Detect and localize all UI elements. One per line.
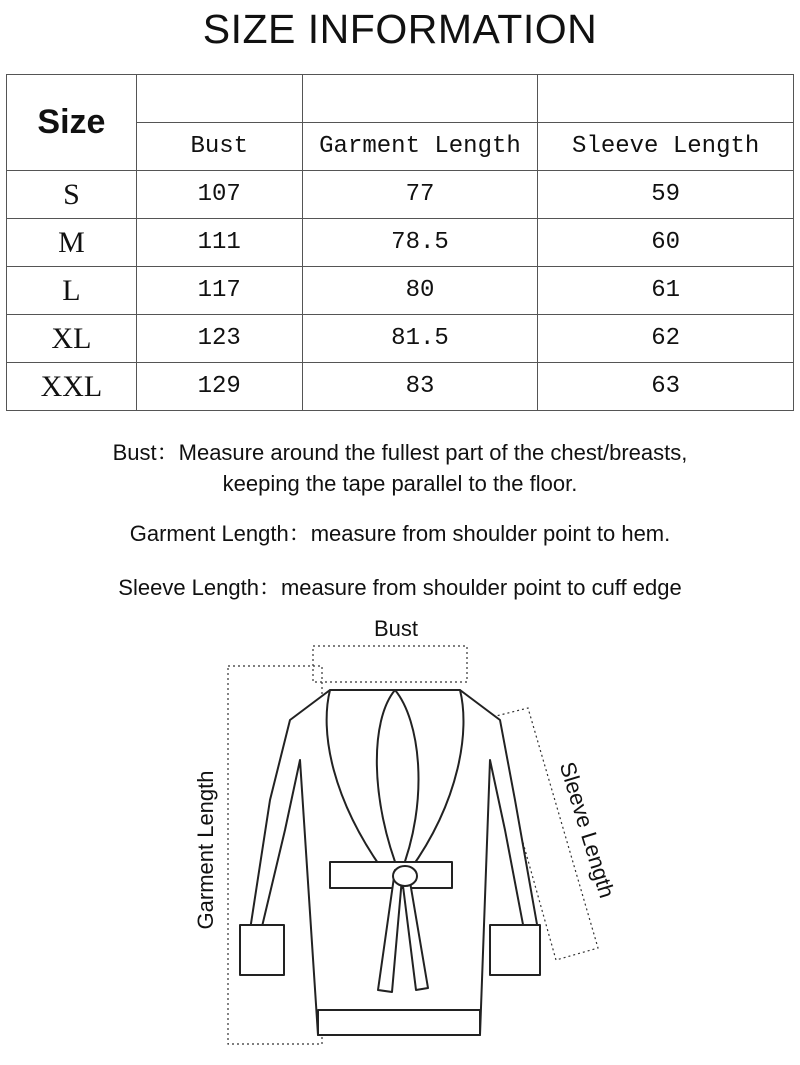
sleeve-length-cell: 62 bbox=[538, 315, 794, 363]
garment-length-cell: 77 bbox=[302, 171, 538, 219]
garment-length-cell: 78.5 bbox=[302, 219, 538, 267]
size-cell: L bbox=[7, 267, 137, 315]
garment-length-cell: 83 bbox=[302, 363, 538, 411]
size-cell: S bbox=[7, 171, 137, 219]
coat-icon bbox=[240, 690, 540, 1035]
sleeve-note: Sleeve Length：measure from shoulder point to cuff edge bbox=[118, 575, 682, 600]
bust-cell: 111 bbox=[136, 219, 302, 267]
sleeve-length-label: Sleeve Length bbox=[554, 758, 620, 901]
garment-length-label: Garment Length bbox=[193, 770, 218, 930]
sleeve-length-cell: 59 bbox=[538, 171, 794, 219]
bust-cell: 117 bbox=[136, 267, 302, 315]
column-header-garment-length: Garment Length bbox=[302, 123, 538, 171]
size-header: Size bbox=[7, 75, 137, 171]
column-header-sleeve-length: Sleeve Length bbox=[538, 123, 794, 171]
bust-cell: 129 bbox=[136, 363, 302, 411]
page-title: SIZE INFORMATION bbox=[202, 6, 598, 52]
bust-cell: 107 bbox=[136, 171, 302, 219]
garment-note: Garment Length：measure from shoulder point to hem. bbox=[129, 521, 671, 546]
size-cell: XXL bbox=[7, 363, 137, 411]
size-cell: XL bbox=[7, 315, 137, 363]
bust-label: Bust bbox=[373, 616, 419, 641]
sleeve-length-cell: 61 bbox=[538, 267, 794, 315]
garment-length-cell: 80 bbox=[302, 267, 538, 315]
sleeve-length-cell: 60 bbox=[538, 219, 794, 267]
bust-note-line2: keeping the tape parallel to the floor. bbox=[222, 471, 578, 496]
column-header-bust: Bust bbox=[136, 123, 302, 171]
garment-length-cell: 81.5 bbox=[302, 315, 538, 363]
size-cell: M bbox=[7, 219, 137, 267]
bust-note-line1: Bust：Measure around the fullest part of the chest/breasts, bbox=[112, 440, 688, 465]
bust-cell: 123 bbox=[136, 315, 302, 363]
sleeve-length-cell: 63 bbox=[538, 363, 794, 411]
